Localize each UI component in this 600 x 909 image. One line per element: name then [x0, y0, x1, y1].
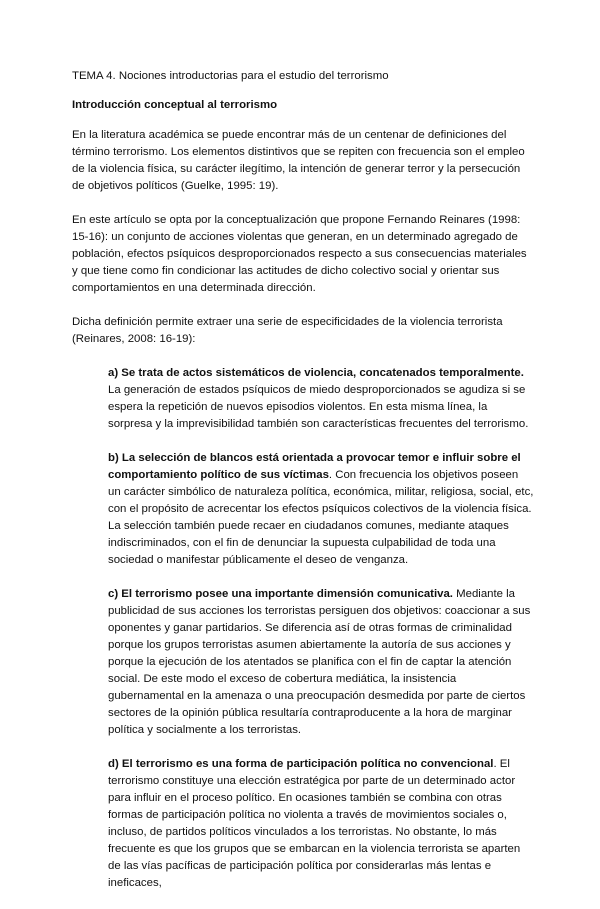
list-item-a: [108, 365, 534, 433]
list-item-b-title: b) La selección de blancos está orientada a provocar temor e influir sobre el comportamiento político de sus víctimas: [108, 452, 521, 481]
list-item-b: [108, 450, 534, 569]
document-body: [72, 68, 534, 909]
paragraph-specificities: Dicha definición permite extraer una serie de especificidades de la violencia terrorista (Reinares, 2008: 16-19):: [72, 316, 503, 345]
paragraph-definitions: En la literatura académica se puede encontrar más de un centenar de definiciones del término terrorismo. Los elementos distintivos que se repiten con frecuencia son el empleo de la violencia física, su carácter ilegítimo, la intención de generar terror y la persecución de objetivos políticos (Guelke, 1995: 19).: [72, 129, 525, 192]
list-item-a-text: La generación de estados psíquicos de miedo desproporcionados se agudiza si se espera la repetición de nuevos episodios violentos. En esta misma línea, la sorpresa y la imprevisibilidad también son características frecuentes del terrorismo.: [108, 384, 529, 430]
list-item-c-title: c) El terrorismo posee una importante dimensión comunicativa.: [108, 588, 453, 600]
list-item-d-title: d) El terrorismo es una forma de participación política no convencional: [108, 758, 494, 770]
list-item-d: [108, 756, 534, 892]
document-title: TEMA 4. Nociones introductorias para el estudio del terrorismo: [72, 70, 389, 82]
paragraph-reinares: En este artículo se opta por la conceptualización que propone Fernando Reinares (1998: 15-16): un conjunto de acciones violentas que generan, en un determinado agregado de población, efectos psíquicos desproporcionados respecto a sus consecuencias materiales y que tiene como fin condicionar las actitudes de dicho colectivo social y orientar sus comportamientos en una determinada dirección.: [72, 214, 527, 294]
list-item-d-text: . El terrorismo constituye una elección estratégica por parte de un determinado actor para influir en el proceso político. En ocasiones también se combina con otras formas de participación política no violenta a través de movimientos sociales o, incluso, de partidos políticos vinculados a los terroristas. No obstante, lo más frecuente es que los grupos que se embarcan en la violencia terrorista se aparten de las vías pacíficas de participación política por considerarlas más lentas e ineficaces,: [108, 758, 521, 889]
list-item-c: [108, 586, 534, 739]
list-item-c-text: Mediante la publicidad de sus acciones los terroristas persiguen dos objetivos: coaccionar a sus oponentes y ganar partidarios. Se diferencia así de otras formas de criminalidad porque los grupos terroristas asumen abiertamente la autoría de sus acciones y porque la ejecución de los atentados se planifica con el fin de captar la atención social. De este modo el exceso de cobertura mediática, la insistencia gubernamental en la amenaza o una preocupación desmedida por parte de ciertos sectores de la opinión pública resultaría contraproducente a la hora de marginar política y socialmente a los terroristas.: [108, 588, 531, 736]
list-item-a-title: a) Se trata de actos sistemáticos de violencia, concatenados temporalmente.: [108, 367, 524, 379]
list-item-b-text: . Con frecuencia los objetivos poseen un carácter simbólico de naturaleza política, económica, militar, religiosa, social, etc, con el propósito de acrecentar los efectos psíquicos colectivos de la violencia física. La selección también puede recaer en ciudadanos comunes, mediante ataques indiscriminados, con el fin de denunciar la supuesta culpabilidad de toda una sociedad o manifestar públicamente el deseo de venganza.: [108, 469, 534, 566]
section-heading: Introducción conceptual al terrorismo: [72, 99, 278, 111]
